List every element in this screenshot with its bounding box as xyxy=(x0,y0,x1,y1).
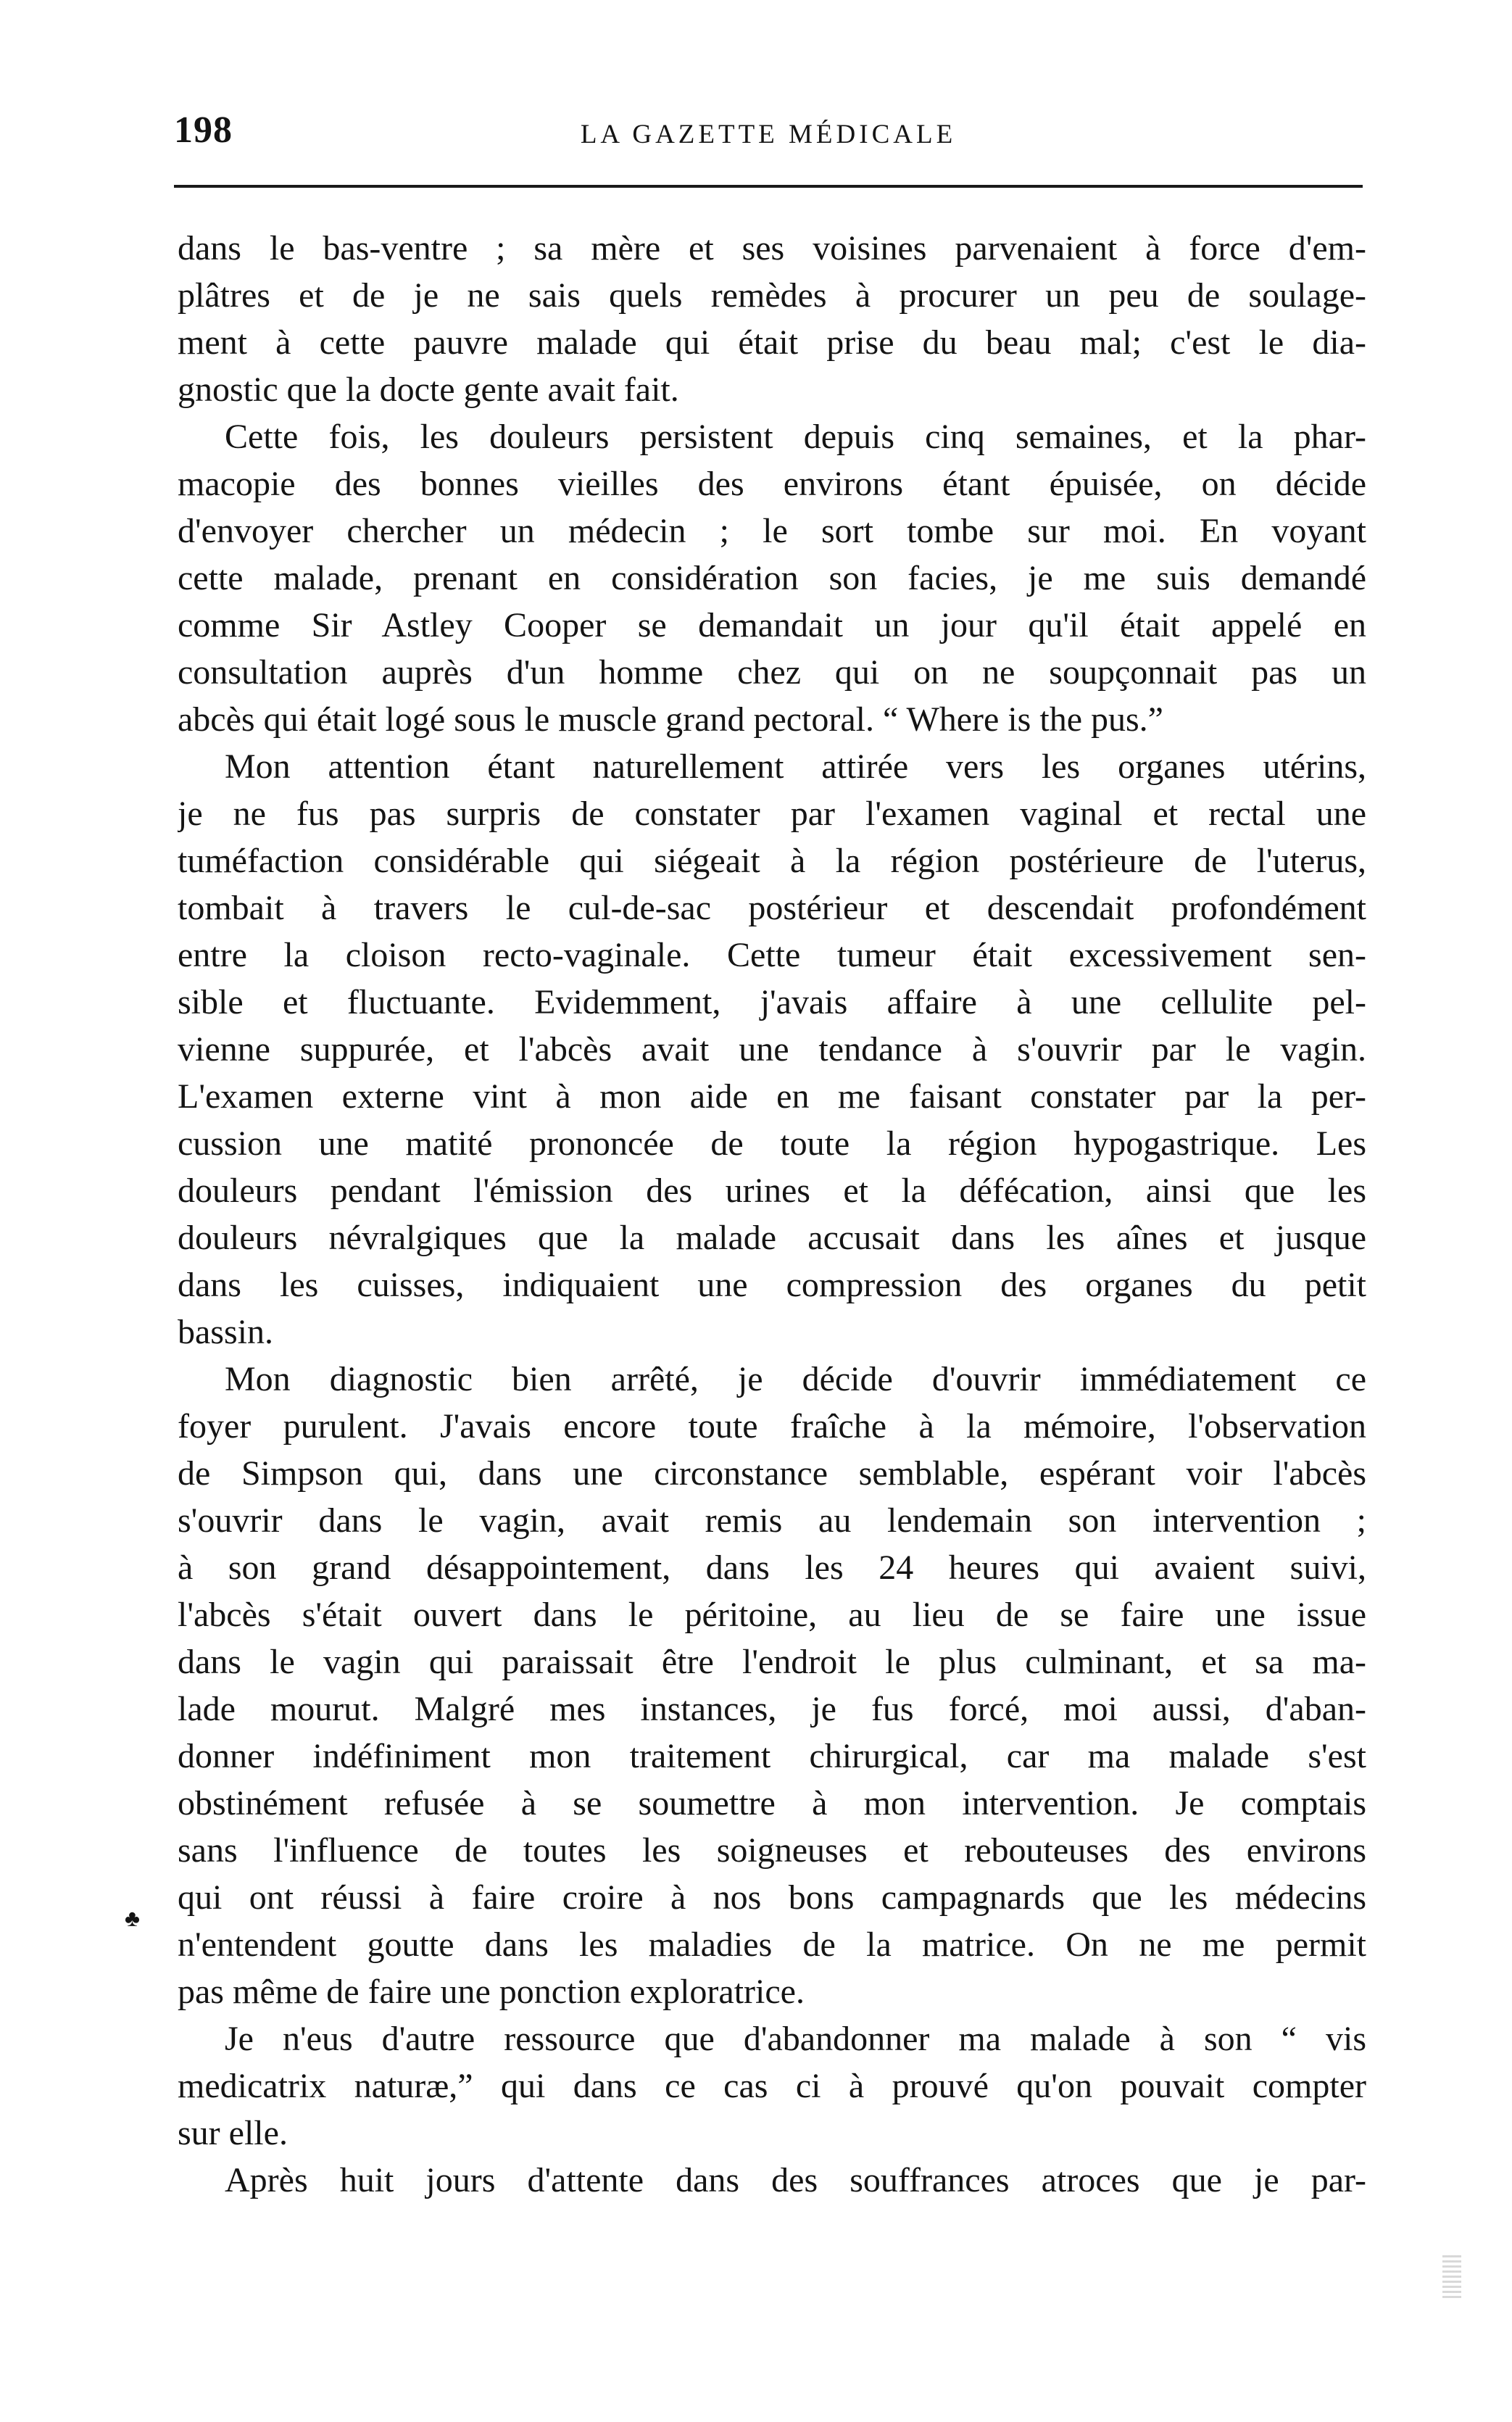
text-line: Mon attention étant naturellement attirée vers les organes utérins, xyxy=(225,747,1366,786)
text-line: sible et fluctuante. Evidemment, j'avais affaire à une cellulite pel- xyxy=(178,983,1366,1021)
text-line: dans le vagin qui paraissait être l'endroit le plus culminant, et sa ma- xyxy=(178,1643,1366,1681)
text-line: d'envoyer chercher un médecin ; le sort tombe sur moi. En voyant xyxy=(178,512,1366,550)
journal-title: LA GAZETTE MÉDICALE xyxy=(580,120,957,149)
text-line: Je n'eus d'autre ressource que d'abandonner ma malade à son “ vis xyxy=(225,2020,1366,2058)
text-line: medicatrix naturæ,” qui dans ce cas ci à prouvé qu'on pouvait compter xyxy=(178,2067,1366,2105)
text-line: consultation auprès d'un homme chez qui on ne soupçonnait pas un xyxy=(178,653,1366,692)
text-line: l'abcès s'était ouvert dans le péritoine, au lieu de se faire une issue xyxy=(178,1596,1366,1634)
text-line: ment à cette pauvre malade qui était prise du beau mal; c'est le dia- xyxy=(178,323,1366,362)
text-line: cussion une matité prononcée de toute la région hypogastrique. Les xyxy=(178,1124,1366,1163)
text-line: comme Sir Astley Cooper se demandait un jour qu'il était appelé en xyxy=(178,606,1366,644)
text-line: abcès qui était logé sous le muscle grand pectoral. “ Where is the pus.” xyxy=(178,700,1163,739)
text-line: Mon diagnostic bien arrêté, je décide d'ouvrir immédiatement ce xyxy=(225,1360,1366,1398)
body-text xyxy=(178,225,1366,2204)
text-line: à son grand désappointement, dans les 24 heures qui avaient suivi, xyxy=(178,1548,1366,1587)
text-line: bassin. xyxy=(178,1313,273,1351)
text-line: n'entendent goutte dans les maladies de la matrice. On ne me permit xyxy=(178,1925,1366,1964)
text-line: Cette fois, les douleurs persistent depuis cinq semaines, et la phar- xyxy=(225,418,1366,456)
scan-speck xyxy=(1442,2255,1461,2298)
text-line: donner indéfiniment mon traitement chirurgical, car ma malade s'est xyxy=(178,1737,1366,1775)
header-rule xyxy=(174,185,1363,188)
text-line: de Simpson qui, dans une circonstance semblable, espérant voir l'abcès xyxy=(178,1454,1366,1493)
text-line: plâtres et de je ne sais quels remèdes à procurer un peu de soulage- xyxy=(178,276,1366,315)
text-line: douleurs névralgiques que la malade accusait dans les aînes et jusque xyxy=(178,1219,1366,1257)
text-line: tuméfaction considérable qui siégeait à la région postérieure de l'uterus, xyxy=(178,842,1366,880)
text-line: gnostic que la docte gente avait fait. xyxy=(178,370,679,409)
text-line: s'ouvrir dans le vagin, avait remis au lendemain son intervention ; xyxy=(178,1501,1366,1540)
text-line: macopie des bonnes vieilles des environs étant épuisée, on décide xyxy=(178,465,1366,503)
text-line: douleurs pendant l'émission des urines et la défécation, ainsi que les xyxy=(178,1171,1366,1210)
text-line: vienne suppurée, et l'abcès avait une tendance à s'ouvrir par le vagin. xyxy=(178,1030,1366,1069)
text-line: obstinément refusée à se soumettre à mon intervention. Je comptais xyxy=(178,1784,1366,1822)
text-line: Après huit jours d'attente dans des souffrances atroces que je par- xyxy=(225,2161,1366,2199)
text-line: sans l'influence de toutes les soigneuses et rebouteuses des environs xyxy=(178,1831,1366,1870)
text-line: tombait à travers le cul-de-sac postérieur et descendait profondément xyxy=(178,889,1366,927)
text-line: cette malade, prenant en considération son facies, je me suis demandé xyxy=(178,559,1366,597)
text-line: lade mourut. Malgré mes instances, je fus forcé, moi aussi, d'aban- xyxy=(178,1690,1366,1728)
page-number: 198 xyxy=(174,109,233,151)
running-head xyxy=(174,109,1363,159)
text-line: entre la cloison recto-vaginale. Cette tumeur était excessivement sen- xyxy=(178,936,1366,974)
marginal-mark: ♣ xyxy=(125,1905,140,1931)
text-line: sur elle. xyxy=(178,2114,288,2152)
text-line: dans le bas-ventre ; sa mère et ses voisines parvenaient à force d'em- xyxy=(178,229,1366,268)
text-line: je ne fus pas surpris de constater par l'examen vaginal et rectal une xyxy=(178,795,1366,833)
text-line: pas même de faire une ponction exploratrice. xyxy=(178,1973,805,2011)
text-line: L'examen externe vint à mon aide en me faisant constater par la per- xyxy=(178,1077,1366,1116)
text-line: dans les cuisses, indiquaient une compression des organes du petit xyxy=(178,1266,1366,1304)
text-line: foyer purulent. J'avais encore toute fraîche à la mémoire, l'observation xyxy=(178,1407,1366,1446)
text-line: qui ont réussi à faire croire à nos bons campagnards que les médecins xyxy=(178,1878,1366,1917)
